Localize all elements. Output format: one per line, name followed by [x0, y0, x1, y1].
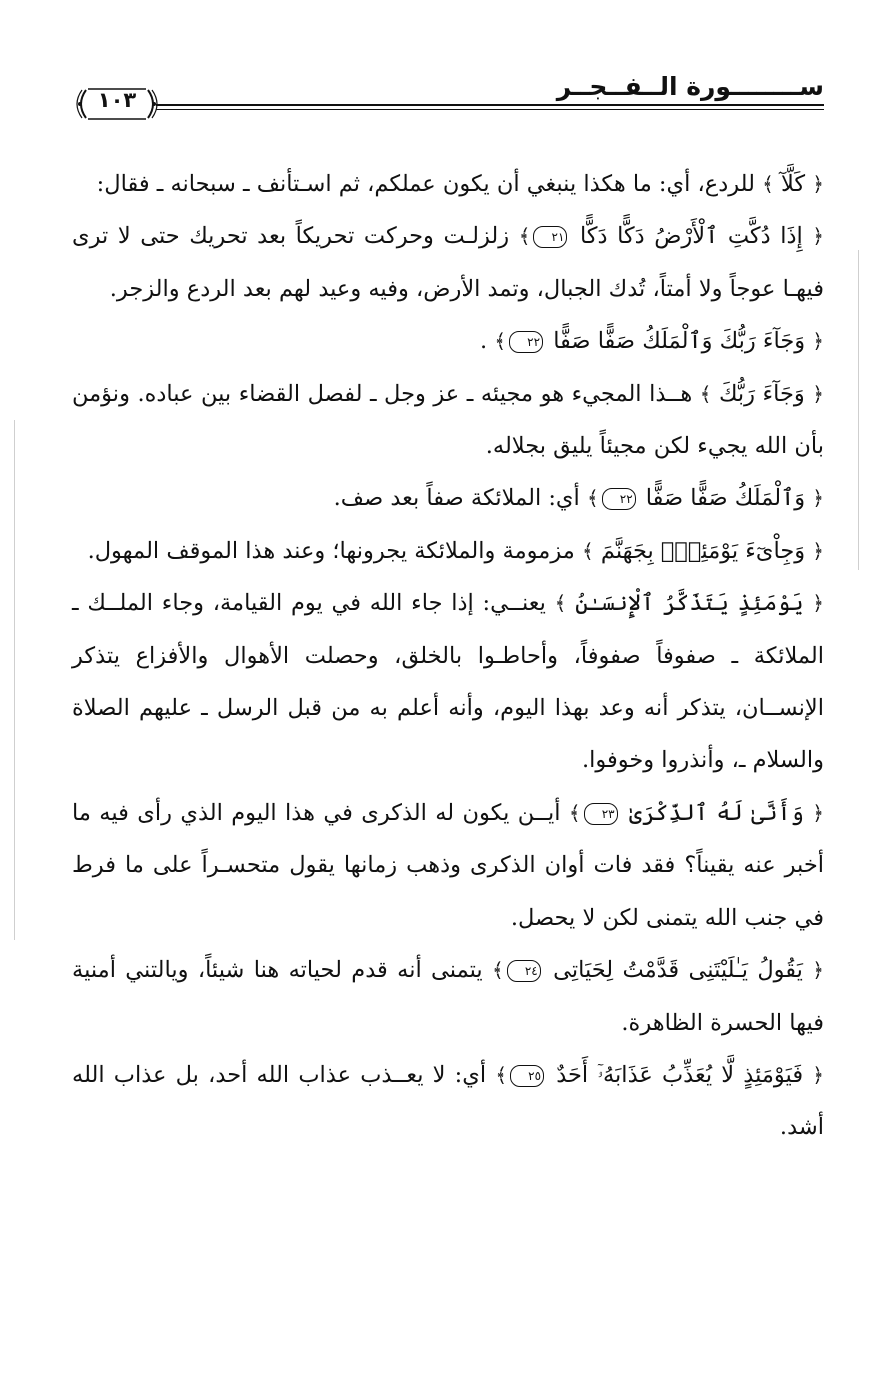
open-bracket: ﴿	[812, 958, 824, 983]
close-bracket: ﴾	[568, 800, 581, 825]
close-bracket: ﴾	[586, 486, 599, 511]
page-header	[72, 72, 824, 132]
open-bracket: ﴿	[812, 1062, 824, 1087]
quran-verse: وَجَآءَ رَبُّكَ وَٱلْمَلَكُ صَفًّا صَفًّا	[546, 328, 813, 355]
commentary-text: .	[480, 328, 495, 355]
paragraph	[72, 525, 824, 577]
scan-edge-line	[14, 420, 15, 940]
paragraph	[72, 472, 824, 524]
close-bracket: ﴾	[762, 172, 774, 196]
quran-verse: إِذَا دُكَّتِ ٱلْأَرْضُ دَكًّا دَكًّا	[570, 223, 813, 250]
paragraph	[72, 210, 824, 315]
scan-edge-line	[858, 250, 859, 570]
commentary-text: هــذا المجيء هو مجيئه ـ عز وجل ـ لفصل القضاء بين عباده. ونؤمن بأن الله يجيء لكن مجيئاً يليق بجلاله.	[72, 380, 824, 460]
commentary-text: للردع، أي: ما هكذا ينبغي أن يكون عملكم، ثم اسـتأنف ـ سبحانه ـ فقال:	[96, 171, 763, 197]
open-bracket: ﴿	[812, 800, 824, 825]
open-bracket: ﴿	[812, 591, 825, 616]
paragraph	[72, 787, 824, 944]
commentary-text: زلزلـت وحركت تحريكاً بعد تحريك حتى لا ترى فيهـا عوجاً ولا أمتاً، تُدك الجبال، وتمد الأرض، وفيه وعيد لهم بعد الردع والزجر.	[72, 223, 824, 302]
paragraph	[72, 944, 824, 1049]
close-bracket: ﴾	[492, 958, 504, 983]
paragraph	[72, 577, 824, 787]
ayah-number-marker: ٢٤	[507, 960, 541, 982]
close-bracket: ﴾	[495, 1062, 508, 1087]
commentary-text: مزمومة والملائكة يجرونها؛ وعند هذا الموقف المهول.	[87, 537, 582, 564]
quran-verse: وَٱلْمَلَكُ صَفًّا صَفًّا	[638, 485, 813, 512]
ayah-number-marker: ٢١	[533, 226, 567, 248]
quran-verse: وَأَنَّىٰ لَهُ ٱلذِّكْرَىٰ	[620, 799, 813, 826]
commentary-text: أيــن يكون له الذكرى في هذا اليوم الذي رأى فيه ما أخبر عنه يقيناً؟ فقد فات أوان الذكرى وذهب زمانها يقول متحسـراً على ما فرط في جنب الله يتمنى لكن لا يحصل.	[72, 799, 824, 931]
paragraph	[72, 1049, 824, 1154]
ayah-number-marker: ٢٢	[602, 488, 636, 510]
close-bracket: ﴾	[581, 538, 594, 563]
page-number: ١٠٣	[97, 88, 137, 112]
surah-title: ســــــــورة الــفــجــر	[556, 72, 824, 101]
open-bracket: ﴿	[812, 538, 824, 563]
close-bracket: ﴾	[494, 329, 507, 354]
open-bracket: ﴿	[812, 224, 824, 249]
commentary-text: يعنــي: إذا جاء الله في يوم القيامة، وجاء الملــك ـ الملائكة ـ صفوفاً صفوفاً، وأحاطـوا بالخلق، وحصلت الأهوال والأفزاع يتذكر الإنســان، يتذكر أنه وعد بهذا اليوم، وأنه أعلم به من قبل الرسل ـ عليهم الصلاة والسلام ـ، وأنذروا وخوفوا.	[72, 590, 824, 774]
quran-verse: كَلَّآ	[773, 171, 813, 197]
close-bracket: ﴾	[699, 381, 712, 406]
ayah-number-marker: ٢٣	[584, 803, 618, 825]
quran-verse: وَجِاْىٓءَ يَوْمَئِذٍۭ بِجَهَنَّمَ	[593, 537, 813, 564]
commentary-text: أي: لا يعــذب عذاب الله أحد، بل عذاب الله أشد.	[72, 1061, 824, 1141]
ayah-number-marker: ٢٢	[509, 331, 543, 353]
open-bracket: ﴿	[812, 172, 824, 196]
commentary-text: يتمنى أنه قدم لحياته هنا شيئاً، ويالتني أمنية فيها الحسرة الظاهرة.	[72, 957, 824, 1036]
quran-verse: فَيَوْمَئِذٍ لَّا يُعَذِّبُ عَذَابَهُۥٓ أَحَدٌ	[547, 1061, 813, 1088]
quran-verse: يَوْمَئِذٍ يَتَذَكَّرُ ٱلْإِنسَـٰنُ	[566, 590, 813, 617]
page-number-ornament	[72, 84, 162, 124]
quran-verse: يَقُولُ يَـٰلَيْتَنِى قَدَّمْتُ لِحَيَاتِى	[543, 957, 813, 984]
open-bracket: ﴿	[812, 329, 824, 354]
header-rule	[156, 104, 824, 112]
open-bracket: ﴿	[812, 381, 825, 406]
paragraph	[72, 368, 824, 473]
commentary-text: أي: الملائكة صفاً بعد صف.	[333, 485, 587, 512]
paragraph	[72, 315, 824, 367]
ayah-number-marker: ٢٥	[510, 1065, 544, 1087]
paragraph	[72, 158, 824, 210]
quran-verse: وَجَآءَ رَبُّكَ	[711, 380, 813, 407]
open-bracket: ﴿	[812, 486, 824, 511]
close-bracket: ﴾	[518, 224, 531, 249]
close-bracket: ﴾	[554, 591, 567, 616]
body-text	[72, 158, 824, 1154]
